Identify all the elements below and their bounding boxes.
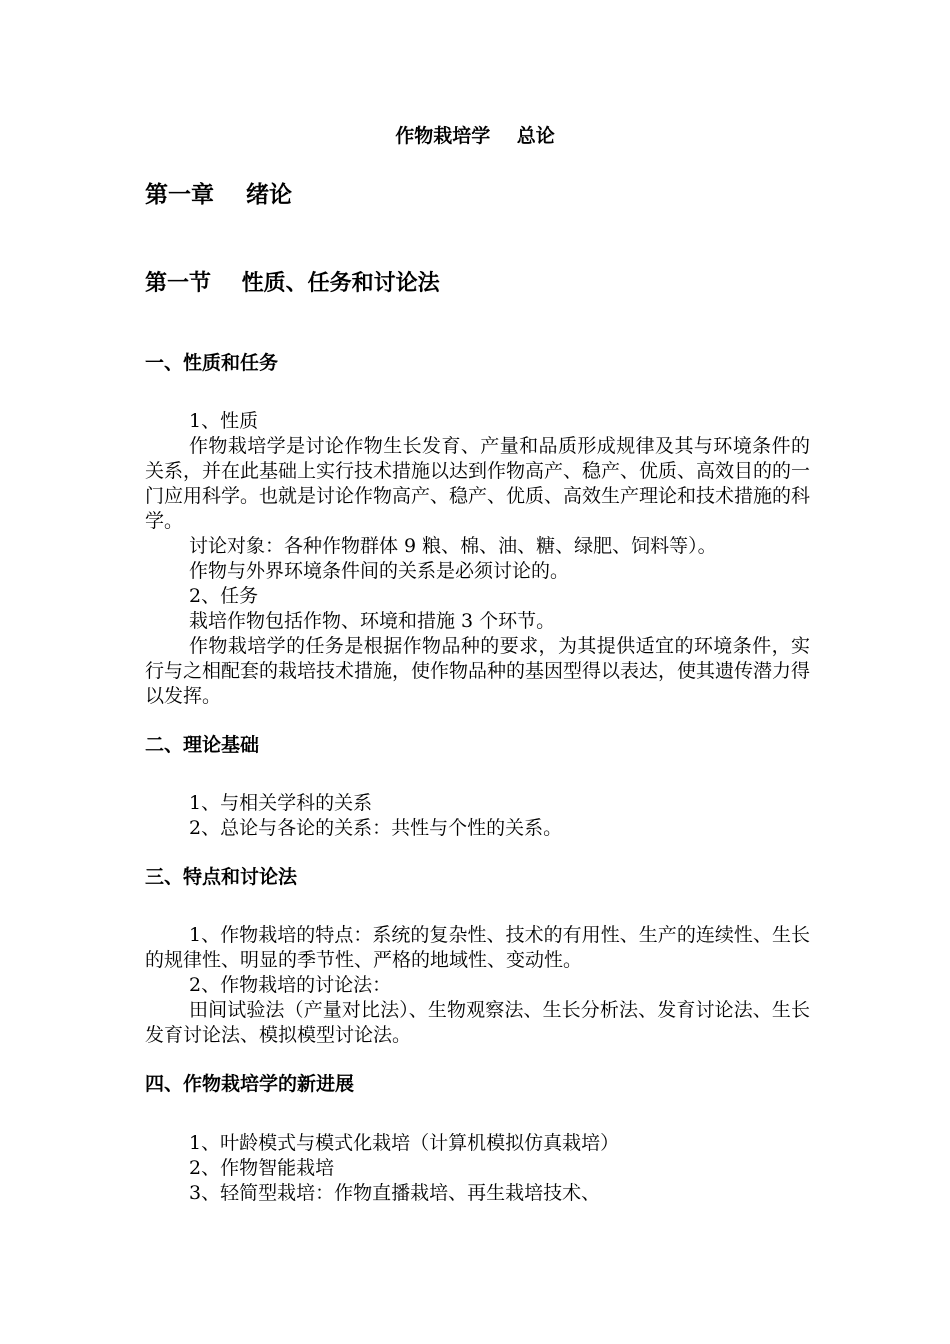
part-body-new-progress: [145, 1131, 810, 1206]
paragraph: 2、作物栽培的讨论法：: [189, 974, 392, 996]
document-title: 作物栽培学 总论: [395, 125, 555, 147]
part-heading-features-and-methods: 三、特点和讨论法: [145, 866, 298, 888]
paragraph: 作物栽培学的任务是根据作物品种的要求，为其提供适宜的环境条件，实行与之相配套的栽培技术措施，使作物品种的基因型得以表达，使其遗传潜力得以发挥。: [145, 635, 811, 707]
paragraph: 3、轻简型栽培：作物直播栽培、再生栽培技术、: [189, 1182, 601, 1204]
paragraph: 1、作物栽培的特点：系统的复杂性、技术的有用性、生产的连续性、生长的规律性、明显的季节性、严格的地域性、变动性。: [145, 924, 810, 971]
part-body-features-and-methods: [145, 923, 810, 1048]
part-body-theoretical-basis: [145, 791, 810, 841]
paragraph: 2、任务: [189, 585, 259, 607]
part-heading-theoretical-basis: 二、理论基础: [145, 734, 260, 756]
section-heading: 第一节 性质、任务和讨论法: [145, 271, 440, 296]
part-body-nature-and-tasks: [145, 409, 810, 709]
paragraph: 2、总论与各论的关系：共性与个性的关系。: [189, 817, 563, 839]
paragraph: 讨论对象：各种作物群体 9 粮、棉、油、糖、绿肥、饲料等）。: [189, 535, 717, 557]
paragraph: 1、叶龄模式与模式化栽培（计算机模拟仿真栽培）: [189, 1132, 620, 1154]
paragraph: 作物与外界环境条件间的关系是必须讨论的。: [189, 560, 570, 582]
paragraph: 1、性质: [189, 410, 259, 432]
paragraph: 作物栽培学是讨论作物生长发育、产量和品质形成规律及其与环境条件的关系，并在此基础上实行技术措施以达到作物高产、稳产、优质、高效目的的一门应用科学。也就是讨论作物高产、稳产、优质、高效生产理论和技术措施的科学。: [145, 435, 811, 532]
chapter-heading: 第一章 绪论: [145, 182, 293, 208]
part-heading-new-progress: 四、作物栽培学的新进展: [145, 1073, 355, 1095]
paragraph: 栽培作物包括作物、环境和措施 3 个环节。: [189, 610, 556, 632]
paragraph: 田间试验法（产量对比法）、生物观察法、生长分析法、发育讨论法、生长发育讨论法、模拟模型讨论法。: [145, 999, 810, 1046]
paragraph: 2、作物智能栽培: [189, 1157, 335, 1179]
part-heading-nature-and-tasks: 一、性质和任务: [145, 352, 279, 374]
paragraph: 1、与相关学科的关系: [189, 792, 373, 814]
